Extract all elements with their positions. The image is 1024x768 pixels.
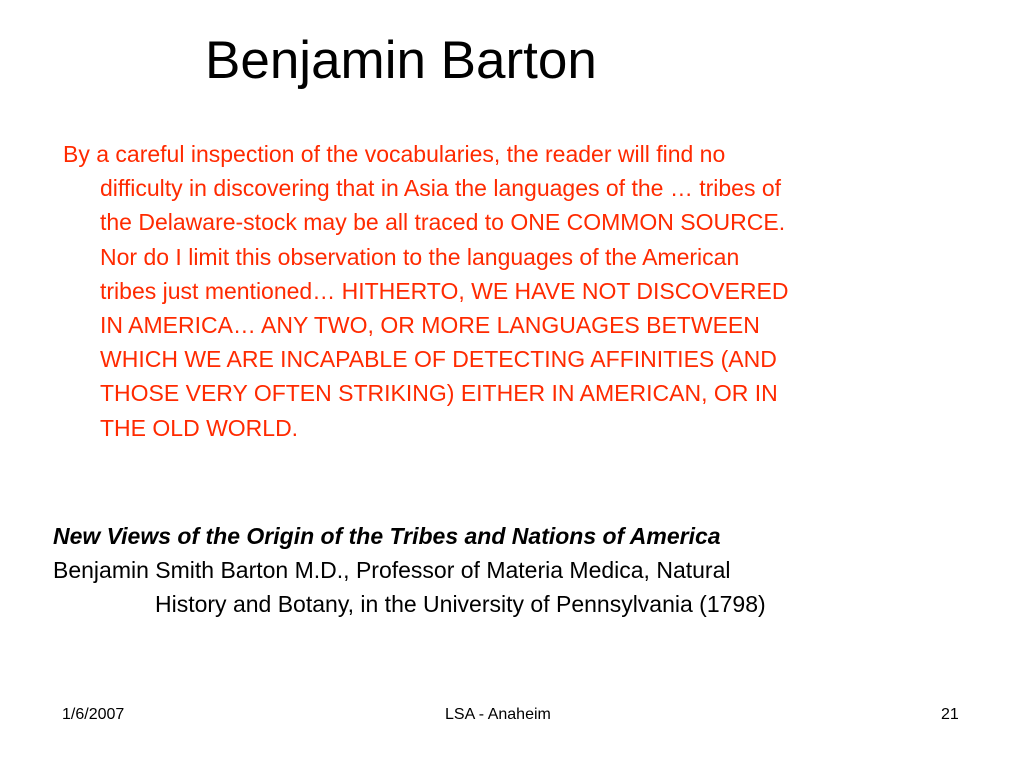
footer-page-number: 21 — [941, 706, 959, 723]
citation-block — [53, 519, 993, 622]
quote-line: IN AMERICA… ANY TWO, OR MORE LANGUAGES BETWEEN — [100, 312, 760, 339]
quote-line: WHICH WE ARE INCAPABLE OF DETECTING AFFINITIES (AND — [100, 346, 777, 373]
quote-line: THOSE VERY OFTEN STRIKING) EITHER IN AMERICAN, OR IN — [100, 380, 778, 407]
slide-title: Benjamin Barton — [205, 31, 597, 90]
footer-date: 1/6/2007 — [62, 706, 125, 723]
citation-title: New Views of the Origin of the Tribes and Nations of America — [53, 523, 721, 549]
quote-line: Nor do I limit this observation to the languages of the American — [100, 243, 740, 270]
footer-event: LSA - Anaheim — [445, 706, 551, 723]
quote-line: difficulty in discovering that in Asia the languages of the … tribes of — [100, 175, 782, 202]
citation-author-line: History and Botany, in the University of Pennsylvania (1798) — [155, 591, 766, 618]
quote-line: By a careful inspection of the vocabularies, the reader will find no — [63, 141, 726, 167]
quote-line: tribes just mentioned… HITHERTO, WE HAVE NOT DISCOVERED — [100, 277, 789, 304]
quote-block — [63, 137, 963, 445]
quote-line: THE OLD WORLD. — [100, 414, 299, 441]
citation-author-line: Benjamin Smith Barton M.D., Professor of Materia Medica, Natural — [53, 557, 731, 584]
quote-line: the Delaware-stock may be all traced to ONE COMMON SOURCE. — [100, 209, 786, 236]
